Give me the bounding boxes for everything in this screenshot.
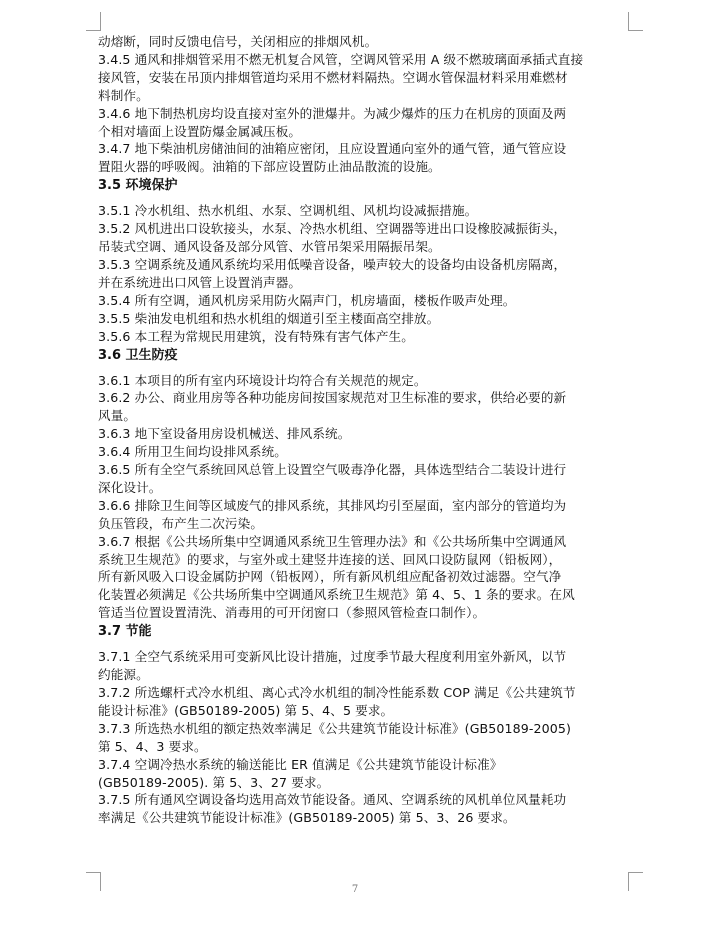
paragraph-line: (GB50189-2005). 第 5、3、27 要求。 xyxy=(98,774,330,790)
paragraph-line: 3.4.5 通风和排烟管采用不燃无机复合风管，空调风管采用 A 级不燃玻璃面承插式直接 xyxy=(98,51,584,67)
paragraph-line: 3.7.1 全空气系统采用可变新风比设计措施，过度季节最大程度利用室外新风，以节 xyxy=(98,649,567,665)
paragraph-line: 个相对墙面上设置防爆金属减压板。 xyxy=(98,123,302,139)
paragraph-line: 3.5.4 所有空调，通风机房采用防火隔声门，机房墙面，楼板作吸声处理。 xyxy=(98,292,516,308)
paragraph-line: 3.4.7 地下柴油机房储油间的油箱应密闭，且应设置通向室外的通气管，通气管应设 xyxy=(98,141,567,157)
paragraph-line: 吊装式空调、通风设备及部分风管、水管吊架采用隔振吊架。 xyxy=(98,239,441,255)
paragraph-line: 3.6.2 办公、商业用房等各种功能房间按国家规范对卫生标准的要求，供给必要的新 xyxy=(98,390,567,406)
paragraph-line: 约能源。 xyxy=(98,667,149,683)
paragraph-line: 3.5.2 风机进出口设软接头，水泵、冷热水机组、空调器等进出口设橡胶减振街头， xyxy=(98,221,567,237)
paragraph-line: 率满足《公共建筑节能设计标准》(GB50189-2005) 第 5、3、26 要求。 xyxy=(98,810,516,826)
paragraph-line: 3.6.6 排除卫生间等区域废气的排风系统，其排风均引至屋面，室内部分的管道均为 xyxy=(98,497,567,513)
paragraph-line: 接风管，安装在吊顶内排烟管道均采用不燃材料隔热。空调水管保温材料采用难燃材 xyxy=(98,69,568,85)
paragraph-line: 能设计标准》(GB50189-2005) 第 5、4、5 要求。 xyxy=(98,702,394,718)
paragraph-line: 3.7.5 所有通风空调设备均选用高效节能设备。通风、空调系统的风机单位风量耗功 xyxy=(98,792,567,808)
paragraph-line: 3.7.3 所选热水机组的额定热效率满足《公共建筑节能设计标准》(GB50189-2005) xyxy=(98,720,571,736)
paragraph-line: 3.6.7 根据《公共场所集中空调通风系统卫生管理办法》和《公共场所集中空调通风 xyxy=(98,533,567,549)
crop-mark-top-left xyxy=(86,12,101,31)
paragraph-line: 3.6.1 本项目的所有室内环境设计均符合有关规范的规定。 xyxy=(98,372,427,388)
crop-mark-top-right xyxy=(628,12,643,31)
paragraph-line: 化装置必须满足《公共场所集中空调通风系统卫生规范》第 4、5、1 条的要求。在风 xyxy=(98,587,575,603)
section-heading-hygiene: 3.6 卫生防疫 xyxy=(98,347,178,363)
paragraph-line: 动熔断，同时反馈电信号，关闭相应的排烟风机。 xyxy=(98,34,378,49)
section-heading-energy-saving: 3.7 节能 xyxy=(98,624,152,640)
paragraph-line: 负压管段，布产生二次污染。 xyxy=(98,515,264,531)
document-body xyxy=(98,33,630,827)
paragraph-line: 第 5、4、3 要求。 xyxy=(98,738,207,754)
paragraph-line: 3.4.6 地下制热机房均设直接对室外的泄爆井。为减少爆炸的压力在机房的顶面及两 xyxy=(98,105,567,121)
paragraph-line: 3.5.5 柴油发电机组和热水机组的烟道引至主楼面高空排放。 xyxy=(98,310,440,326)
paragraph-line: 3.6.4 所用卫生间均设排风系统。 xyxy=(98,444,287,460)
paragraph-line: 3.5.3 空调系统及通风系统均采用低噪音设备，噪声较大的设备均由设备机房隔离， xyxy=(98,256,567,272)
paragraph-line: 3.7.2 所选螺杆式冷水机组、离心式冷水机组的制冷性能系数 COP 满足《公共建筑节 xyxy=(98,685,576,700)
paragraph-line: 3.7.4 空调冷热水系统的输送能比 ER 值满足《公共建筑节能设计标准》 xyxy=(98,756,503,772)
page-number: 7 xyxy=(351,884,359,895)
paragraph-line: 风量。 xyxy=(98,408,137,424)
paragraph-line: 3.5.1 冷水机组、热水机组、水泵、空调机组、风机均设减振措施。 xyxy=(98,203,478,219)
paragraph-line: 置阻火器的呼吸阀。油箱的下部应设置防止油品散流的设施。 xyxy=(98,159,441,175)
paragraph-line: 所有新风吸入口设金属防护网（铅板网），所有新风机组应配备初效过滤器。空气净 xyxy=(98,569,562,585)
paragraph-line: 料制作。 xyxy=(98,87,149,103)
paragraph-line: 管适当位置设置清洗、消毒用的可开闭窗口（参照风管检查口制作）。 xyxy=(98,605,486,621)
section-heading-environment: 3.5 环境保护 xyxy=(98,178,178,194)
paragraph-line: 3.6.5 所有全空气系统回风总管上设置空气吸毒净化器，具体选型结合二装设计进行 xyxy=(98,462,567,478)
paragraph-line: 系统卫生规范》的要求，与室外或土建竖井连接的送、回风口设防鼠网（铅板网）， xyxy=(98,551,562,567)
paragraph-line: 深化设计。 xyxy=(98,479,162,495)
paragraph-line: 并在系统进出口风管上设置消声器。 xyxy=(98,274,302,290)
paragraph-line: 3.6.3 地下室设备用房设机械送、排风系统。 xyxy=(98,426,351,442)
paragraph-line: 3.5.6 本工程为常规民用建筑，没有特殊有害气体产生。 xyxy=(98,328,414,344)
